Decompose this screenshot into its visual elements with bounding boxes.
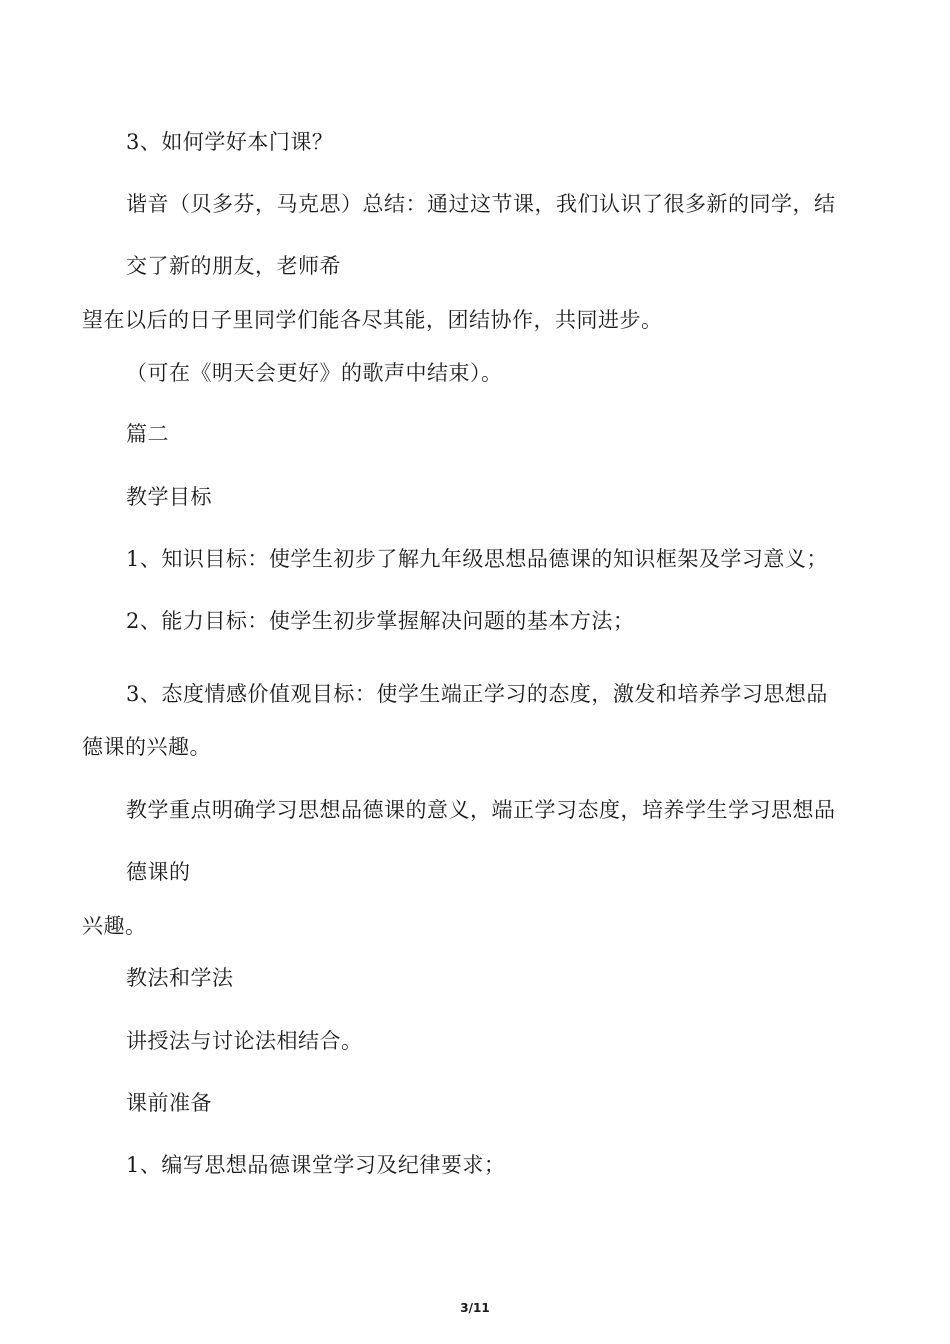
section-heading: 篇二 <box>126 422 169 446</box>
subheading-teaching-goals: 教学目标 <box>126 485 212 509</box>
text-line-10: 3、态度情感价值观目标：使学生端正学习的态度，激发和培养学习思想品 <box>126 682 828 706</box>
text-line-4: 望在以后的日子里同学们能各尽其能，团结协作，共同进步。 <box>82 308 663 332</box>
text-line-8: 1、知识目标：使学生初步了解九年级思想品德课的知识框架及学习意义； <box>126 547 828 571</box>
text-line-2: 谐音（贝多芬，马克思）总结：通过这节课，我们认识了很多新的同学，结 <box>126 192 836 216</box>
text-line-13: 德课的 <box>126 860 191 884</box>
text-line-3: 交了新的朋友，老师希 <box>126 254 341 278</box>
page-number: 3/11 <box>460 1301 490 1315</box>
text-line-1: 3、如何学好本门课？ <box>126 130 334 154</box>
subheading-preparation: 课前准备 <box>126 1091 212 1115</box>
text-line-14: 兴趣。 <box>82 914 147 938</box>
text-line-12: 教学重点明确学习思想品德课的意义，端正学习态度，培养学生学习思想品 <box>126 798 836 822</box>
text-line-16: 讲授法与讨论法相结合。 <box>126 1029 363 1053</box>
text-line-9: 2、能力目标：使学生初步掌握解决问题的基本方法； <box>126 609 635 633</box>
text-line-5: （可在《明天会更好》的歌声中结束）。 <box>126 361 503 385</box>
text-line-18: 1、编写思想品德课堂学习及纪律要求； <box>126 1153 506 1177</box>
text-line-11: 德课的兴趣。 <box>82 735 211 759</box>
subheading-methods: 教法和学法 <box>126 966 234 990</box>
